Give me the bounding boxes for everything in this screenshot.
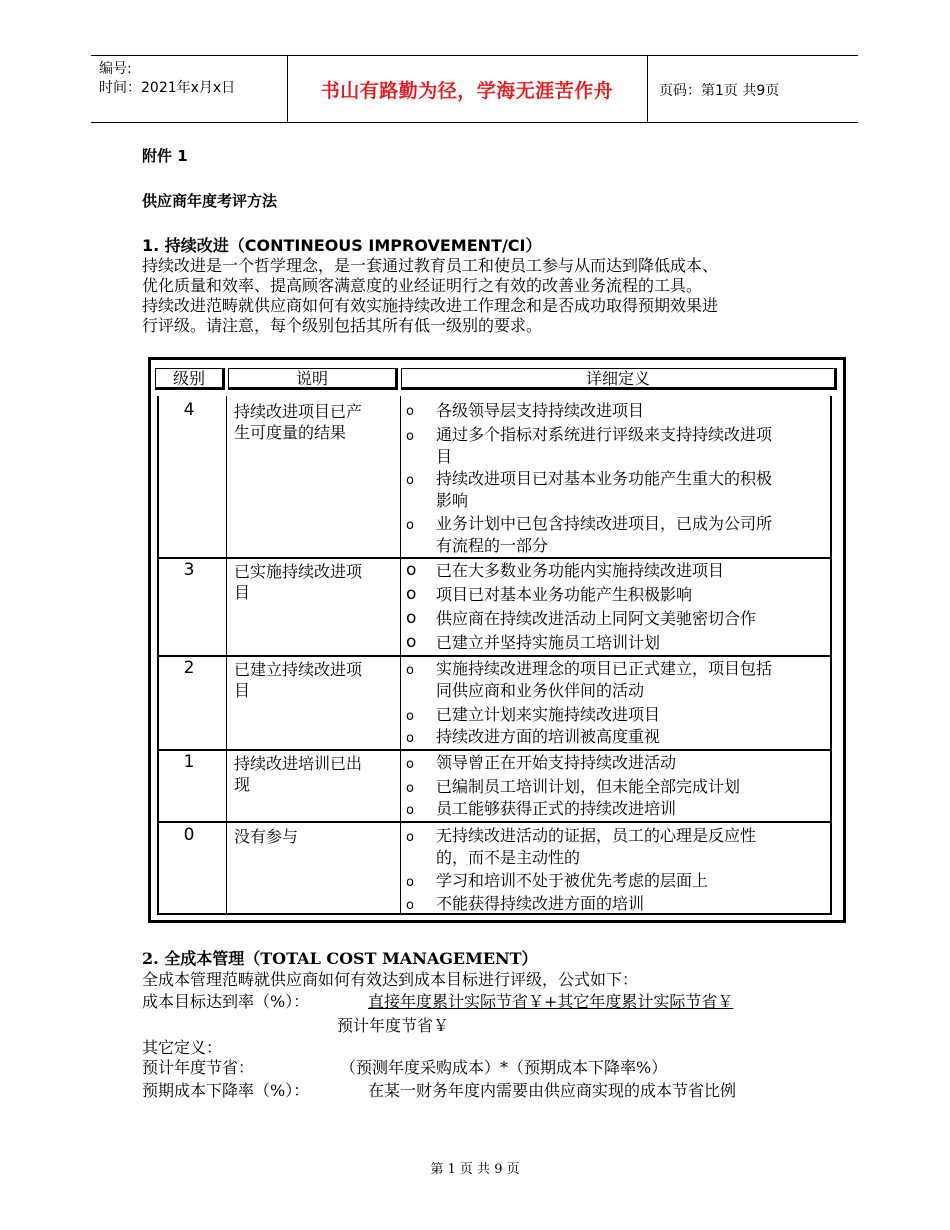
table-header-definition: 详细定义 [401, 368, 837, 390]
definition-item [436, 513, 832, 557]
level-cell: 2 [183, 658, 195, 678]
description-cell [234, 659, 394, 701]
description-line: 已实施持续改进项 [234, 562, 363, 581]
header-time-label: 时间：2021年x月x日 [99, 80, 236, 96]
bullet-icon: o [406, 757, 414, 772]
section1-heading: 1. 持续改进（CONTINEOUS IMPROVEMENT/CI） [142, 236, 542, 255]
row-divider [157, 655, 832, 657]
definition-line: 已建立计划来实施持续改进项目 [436, 705, 661, 724]
paragraph-line: 持续改进是一个哲学理念，是一套通过教育员工和使员工参与从而达到降低成本、 [142, 256, 719, 275]
bullet-icon: o [406, 731, 414, 746]
paragraph-line: 持续改进范畴就供应商如何有效实施持续改进工作理念和是否成功取得预期效果进 [142, 296, 719, 315]
bullet-icon: o [406, 898, 414, 913]
definition-line: 已建立并坚持实施员工培训计划 [436, 633, 661, 652]
formula-denominator: 预计年度节省￥ [337, 1016, 450, 1035]
definition-item [436, 608, 832, 630]
row-divider [157, 557, 832, 559]
table-header-description: 说明 [228, 368, 398, 390]
level-cell: 0 [183, 825, 195, 845]
bullet-icon: o [406, 608, 417, 628]
definition-item [436, 584, 832, 606]
table-header-level: 级别 [155, 368, 225, 390]
definition-line: 影响 [436, 491, 469, 510]
definition-line: 项目已对基本业务功能产生积极影响 [436, 585, 693, 604]
description-cell [234, 826, 394, 847]
attachment-label: 附件 1 [142, 147, 188, 165]
definition-1-label: 预计年度节省： [142, 1058, 255, 1077]
definition-line: 供应商在持续改进活动上同阿文美驰密切合作 [436, 609, 757, 628]
bullet-icon: o [406, 663, 414, 678]
definition-line: 各级领导层支持持续改进项目 [436, 401, 645, 420]
section1-paragraph-2 [142, 296, 718, 336]
description-cell [234, 561, 394, 603]
definition-item [436, 752, 832, 774]
definition-item [436, 560, 832, 582]
row-divider [157, 821, 832, 823]
definition-line: 已在大多数业务功能内实施持续改进项目 [436, 561, 725, 580]
formula-numerator: 直接年度累计实际节省￥+其它年度累计实际节省￥ [368, 992, 734, 1011]
definition-item [436, 825, 832, 869]
page-header [91, 55, 858, 123]
header-motto: 书山有路勤为径，学海无涯苦作舟 [320, 79, 614, 102]
paragraph-line: 行评级。请注意，每个级别包括其所有低一级别的要求。 [142, 316, 543, 335]
header-meta [99, 60, 235, 98]
description-line: 目 [234, 681, 251, 700]
description-line: 持续改进项目已产 [234, 402, 363, 421]
bullet-icon: o [406, 518, 414, 533]
description-cell [234, 753, 394, 795]
definition-item [436, 726, 832, 748]
definition-1-value: （预测年度采购成本）*（预期成本下降率%） [340, 1058, 668, 1077]
definition-line: 领导曾正在开始支持持续改进活动 [436, 753, 677, 772]
level-cell: 4 [183, 400, 195, 420]
bullet-icon: o [406, 473, 414, 488]
definition-line: 业务计划中已包含持续改进项目，已成为公司所 [436, 514, 773, 533]
bullet-icon: o [406, 404, 414, 419]
description-line: 生可度量的结果 [234, 423, 347, 442]
definition-line: 员工能够获得正式的持续改进培训 [436, 799, 677, 818]
header-number-label: 编号: [99, 61, 132, 77]
definition-line: 不能获得持续改进方面的培训 [436, 894, 645, 913]
definition-line: 目 [436, 447, 453, 466]
definition-item [436, 798, 832, 820]
definition-2-value: 在某一财务年度内需要由供应商实现的成本节省比例 [368, 1081, 737, 1100]
definition-item [436, 776, 832, 798]
bullet-icon: o [406, 632, 417, 652]
header-page-info: 页码：第1页 共9页 [659, 83, 780, 99]
bullet-icon: o [406, 429, 414, 444]
bullet-icon: o [406, 803, 414, 818]
bullet-icon: o [406, 781, 414, 796]
level-cell: 3 [183, 560, 195, 580]
other-definitions-label: 其它定义： [142, 1038, 223, 1057]
section2-heading: 2. 全成本管理（TOTAL COST MANAGEMENT） [142, 949, 538, 968]
bullet-icon: o [406, 560, 417, 580]
definition-item [436, 400, 832, 422]
document-title: 供应商年度考评方法 [142, 192, 278, 210]
definition-line: 已编制员工培训计划，但未能全部完成计划 [436, 777, 741, 796]
page-footer: 第 1 页 共 9 页 [430, 1162, 520, 1177]
description-cell [234, 401, 394, 443]
section1-paragraph-1 [142, 256, 718, 296]
bullet-icon: o [406, 709, 414, 724]
definition-item [436, 870, 832, 892]
definition-line: 同供应商和业务伙伴间的活动 [436, 681, 645, 700]
description-line: 现 [234, 775, 251, 794]
definition-item [436, 424, 832, 468]
definition-line: 的，而不是主动性的 [436, 848, 581, 867]
description-line: 没有参与 [234, 827, 299, 846]
definition-2-label: 预期成本下降率（%）： [142, 1081, 310, 1100]
formula-label: 成本目标达到率（%）： [142, 992, 310, 1011]
definition-line: 有流程的一部分 [436, 536, 549, 555]
level-cell: 1 [183, 752, 195, 772]
description-line: 持续改进培训已出 [234, 754, 363, 773]
definition-item [436, 658, 832, 702]
paragraph-line: 优化质量和效率、提高顾客满意度的业经证明行之有效的改善业务流程的工具。 [142, 276, 703, 295]
definition-item [436, 632, 832, 654]
definition-item [436, 893, 832, 915]
description-line: 已建立持续改进项 [234, 660, 363, 679]
bullet-icon: o [406, 830, 414, 845]
definition-line: 持续改进方面的培训被高度重视 [436, 727, 661, 746]
bullet-icon: o [406, 875, 414, 890]
definition-line: 实施持续改进理念的项目已正式建立，项目包括 [436, 659, 773, 678]
definition-item [436, 468, 832, 512]
definition-line: 学习和培训不处于被优先考虑的层面上 [436, 871, 709, 890]
header-divider [647, 56, 648, 122]
bullet-icon: o [406, 584, 417, 604]
row-divider [157, 749, 832, 751]
section2-intro: 全成本管理范畴就供应商如何有效达到成本目标进行评级，公式如下： [142, 970, 639, 989]
definition-line: 无持续改进活动的证据，员工的心理是反应性 [436, 826, 757, 845]
description-line: 目 [234, 583, 251, 602]
definition-line: 通过多个指标对系统进行评级来支持持续改进项 [436, 425, 773, 444]
definition-item [436, 704, 832, 726]
definition-line: 持续改进项目已对基本业务功能产生重大的积极 [436, 469, 773, 488]
